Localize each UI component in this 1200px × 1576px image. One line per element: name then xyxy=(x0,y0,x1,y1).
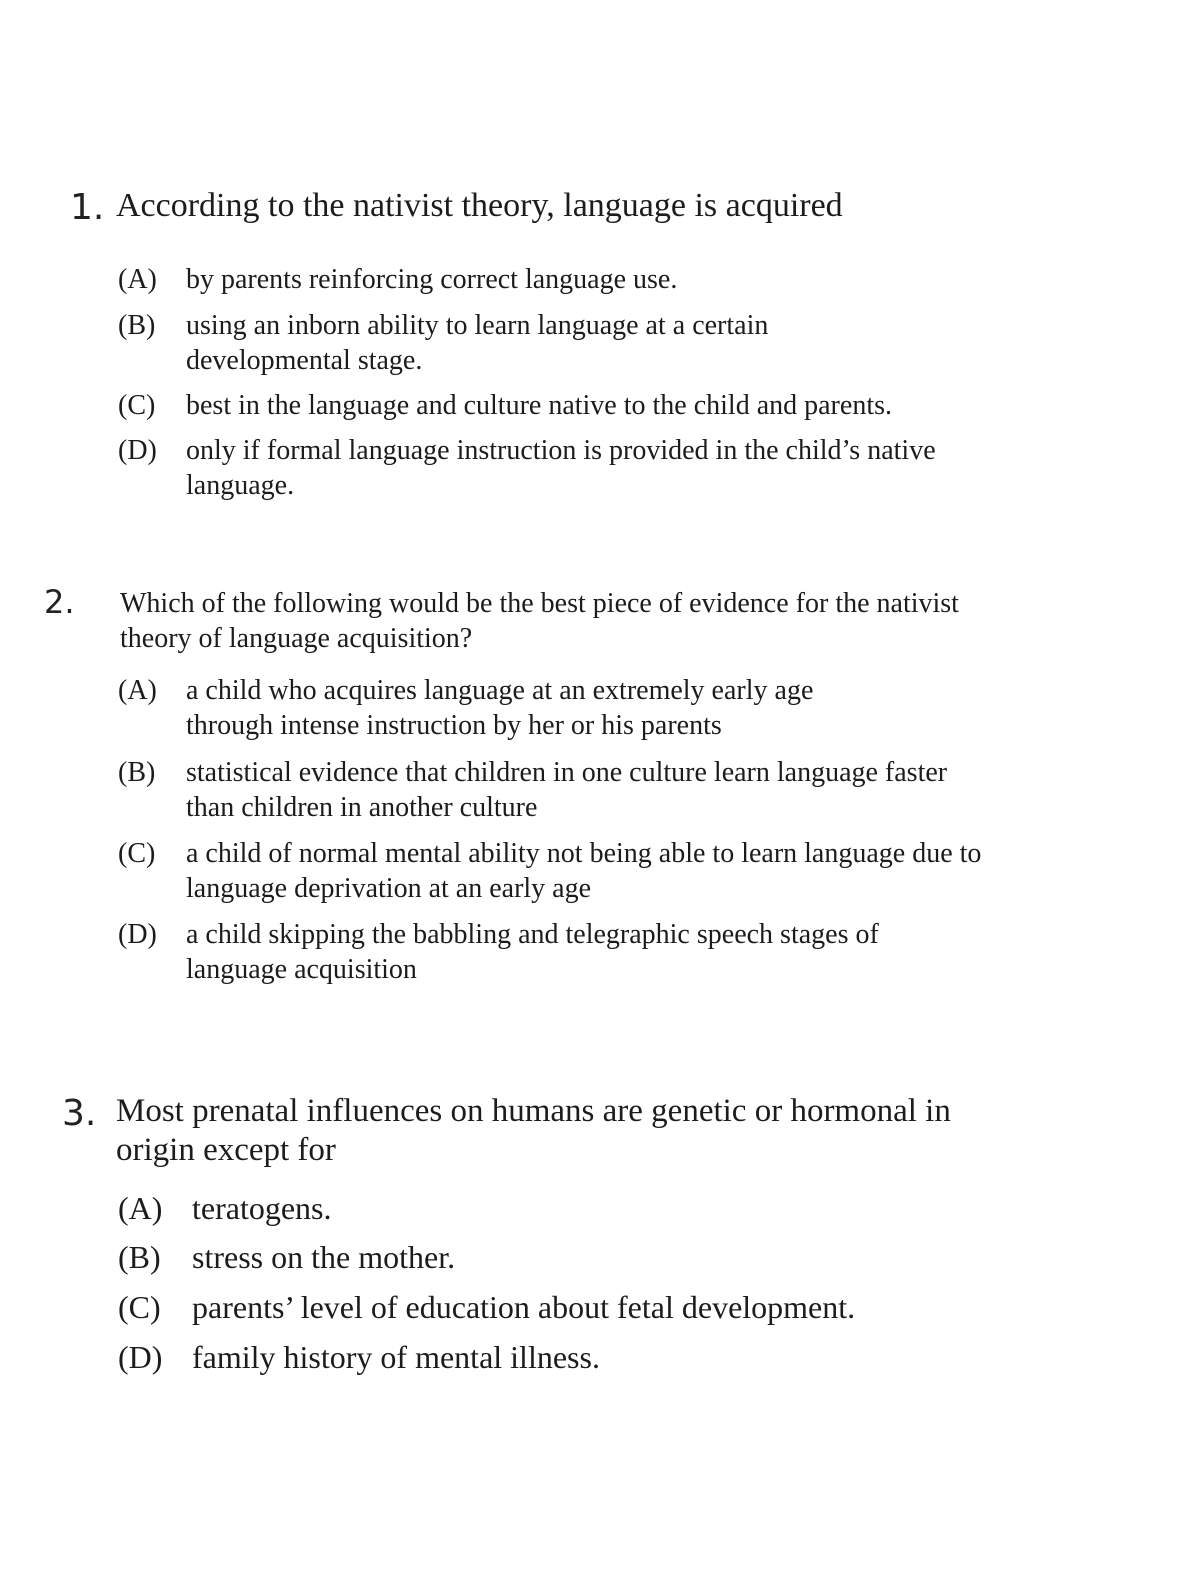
option-text: family history of mental illness. xyxy=(192,1339,600,1375)
option-text: a child of normal mental ability not being able to learn language due to language deprivation at an early age xyxy=(186,838,982,904)
option-letter: (A) xyxy=(118,1190,163,1226)
option-text: parents’ level of education about fetal development. xyxy=(192,1289,856,1325)
option-letter: (B) xyxy=(118,757,156,788)
option-letter: (A) xyxy=(118,675,157,706)
option-text: by parents reinforcing correct language use. xyxy=(186,264,678,295)
option-text: only if formal language instruction is provided in the child’s native language. xyxy=(186,435,936,501)
option-letter: (C) xyxy=(118,838,156,869)
option-letter: (A) xyxy=(118,264,157,295)
option-text: a child who acquires language at an extremely early age through intense instruction by her or his parents xyxy=(186,675,814,741)
option-letter: (C) xyxy=(118,390,156,421)
option-text: statistical evidence that children in one culture learn language faster than children in another culture xyxy=(186,757,948,823)
option-text: a child skipping the babbling and telegraphic speech stages of language acquisition xyxy=(186,919,879,985)
option-letter: (B) xyxy=(118,310,156,341)
option-text: teratogens. xyxy=(192,1190,332,1226)
option-letter: (B) xyxy=(118,1239,161,1275)
question-number-2: 2. xyxy=(44,583,75,621)
question-number-1: 1. xyxy=(70,187,105,228)
option-letter: (C) xyxy=(118,1289,161,1325)
option-letter: (D) xyxy=(118,919,157,950)
question-number-3: 3. xyxy=(62,1093,97,1134)
option-text: stress on the mother. xyxy=(192,1239,456,1275)
question-stem-2: Which of the following would be the best piece of evidence for the nativist theory of language acquisition? xyxy=(120,588,959,654)
question-stem-1: According to the nativist theory, language is acquired xyxy=(116,187,843,224)
option-text: using an inborn ability to learn language at a certain developmental stage. xyxy=(186,310,769,376)
option-letter: (D) xyxy=(118,435,157,466)
option-letter: (D) xyxy=(118,1339,163,1375)
question-stem-3: Most prenatal influences on humans are genetic or hormonal in origin except for xyxy=(116,1093,951,1168)
option-text: best in the language and culture native to the child and parents. xyxy=(186,390,892,421)
